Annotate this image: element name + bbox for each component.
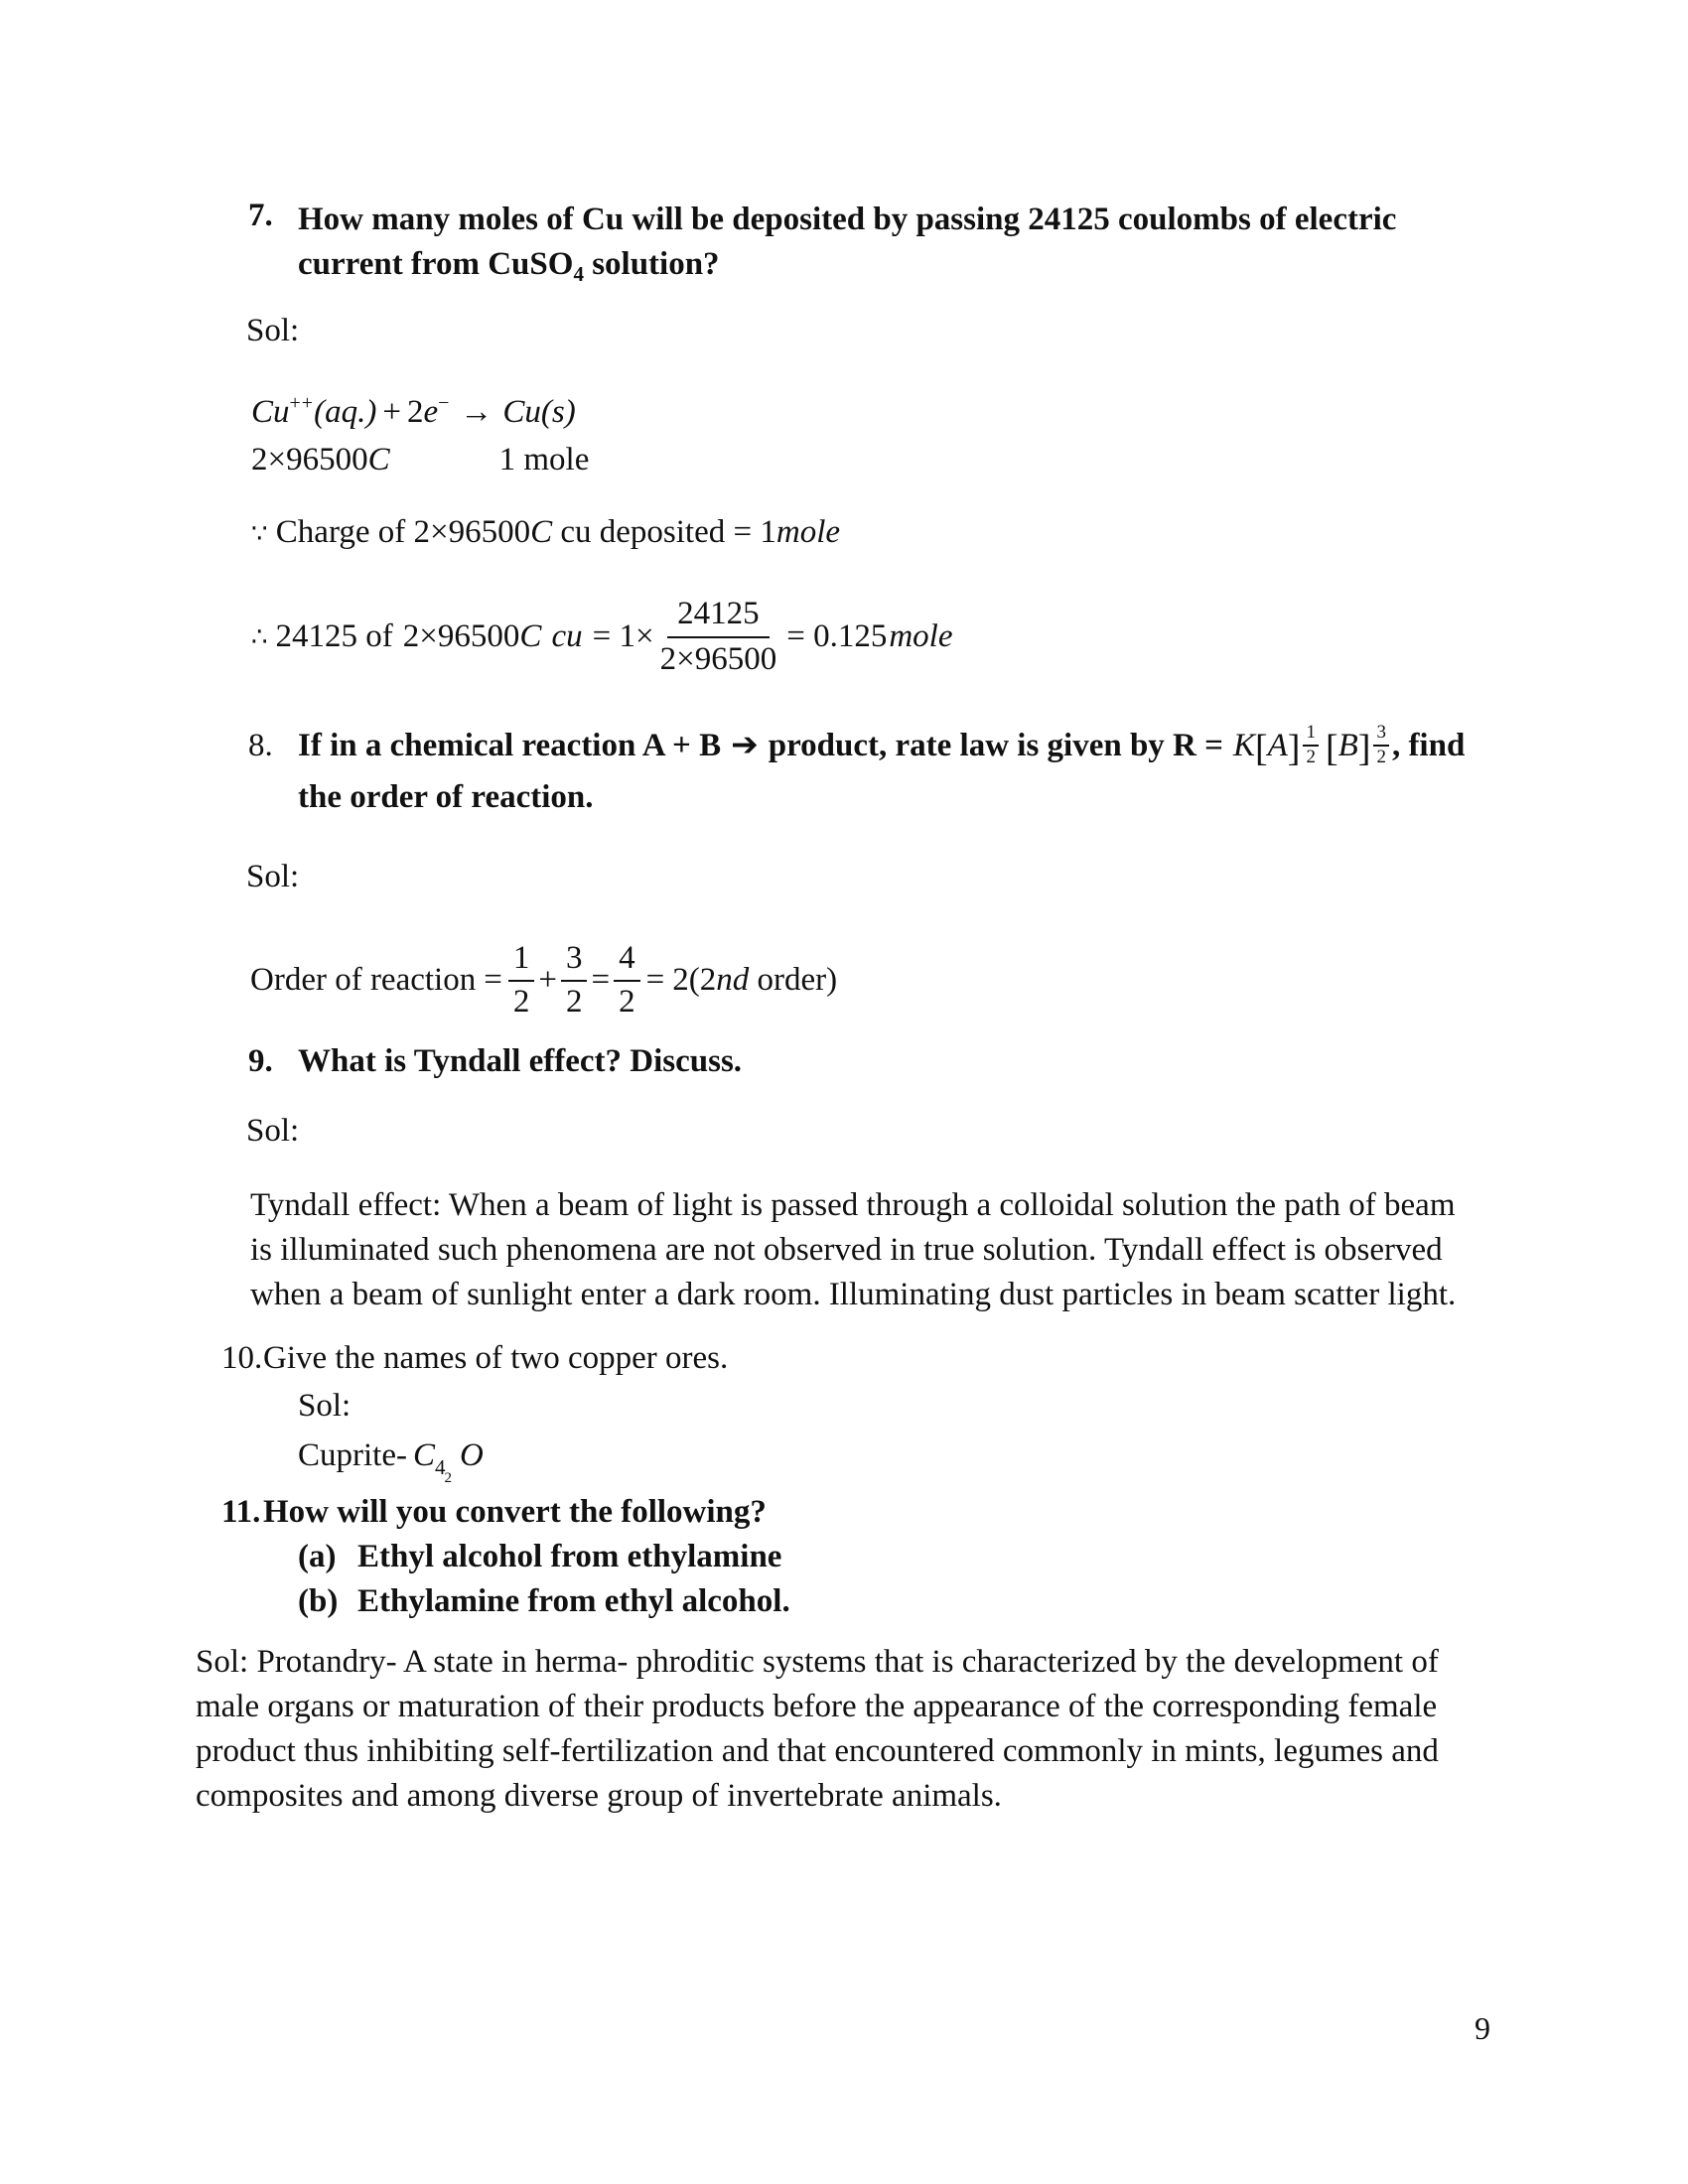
because-symbol: ∵ xyxy=(251,519,268,549)
protandry-answer-paragraph: Sol: Protandry- A state in herma- phroditic systems that is characterized by the development of male organs or maturation of their products before the appearance of the corresponding female product thus inhibiting self-fertilization and that encountered commonly in mints, legumes and composites and among diverse group of invertebrate animals. xyxy=(196,1644,1439,1814)
sol-label-q8: Sol: xyxy=(246,859,300,894)
sol-label-q7: Sol: xyxy=(246,313,300,348)
question-7-line1: How many moles of Cu will be deposited by passing 24125 coulombs of electric xyxy=(298,202,1397,237)
page-number: 9 xyxy=(1475,2010,1490,2046)
question-7 xyxy=(248,198,1396,297)
equation-cu-reduction: Cu++(aq.) + 2e− → Cu(s) xyxy=(251,392,576,430)
question-8: 8. If in a chemical reaction A + B ➔ product, rate law is given by R = K[A] $\frac{1}{2}$ [B] $\frac{3}{2}$ , find xyxy=(248,722,1466,769)
cuso4-subscript: 4 xyxy=(573,262,584,286)
sol-label-q9: Sol: xyxy=(246,1113,300,1149)
equation-order-of-reaction: Order of reaction = $\frac{1}{2}$ + $\frac{3}{2}$ = $\frac{4}{2}$ = 2(2nd order) xyxy=(250,940,838,1020)
formula-subscript-4: 4 xyxy=(435,1455,446,1479)
formula-subscript-2: 2 xyxy=(444,1470,452,1486)
therefore-symbol: ∴ xyxy=(251,621,268,652)
fraction-1-2: $\frac{1}{2}$ xyxy=(508,940,535,1022)
question-10-text: Give the names of two copper ores. xyxy=(263,1340,729,1376)
question-7-text xyxy=(298,198,1396,297)
tyndall-answer-paragraph: Tyndall effect: When a beam of light is passed through a colloidal solution the path of beam is illuminated such phenomena are not observed in true solution. Tyndall effect is observed when a beam of sunlight enter a dark room. Illuminating dust particles in beam scatter light. xyxy=(250,1187,1457,1312)
question-8-line2: the order of reaction. xyxy=(298,779,594,815)
question-11 xyxy=(221,1494,767,1531)
reaction-arrow: → xyxy=(460,394,493,430)
item-a-label: (a) xyxy=(298,1539,337,1574)
electron-superscript: − xyxy=(438,392,451,414)
question-11-item-a xyxy=(298,1539,781,1575)
question-10-number: 10. xyxy=(221,1340,263,1376)
question-9-number: 9. xyxy=(248,1043,273,1079)
fraction-3-2: $\frac{3}{2}$ xyxy=(561,940,588,1022)
question-10 xyxy=(221,1340,728,1377)
question-11-number: 11. xyxy=(221,1494,261,1530)
question-7-number: 7. xyxy=(248,198,273,233)
question-9-text: What is Tyndall effect? Discuss. xyxy=(298,1043,743,1079)
sol-label-q10: Sol: xyxy=(298,1388,352,1424)
equation-therefore-result: ∴ 24125 of 2×96500C cu = 1× $\frac{24125}{2\times 96500}$ = 0.125 mole xyxy=(251,596,953,677)
equation-because-charge: ∵ Charge of 2×96500C cu deposited = 1mole xyxy=(251,514,841,550)
question-9 xyxy=(248,1043,742,1080)
fraction-24125-over-2x96500: $\frac{24125}{2\times 96500}$ xyxy=(659,596,777,677)
question-11-text: How will you convert the following? xyxy=(263,1494,767,1530)
fraction-4-2: $\frac{4}{2}$ xyxy=(614,940,640,1022)
one-mole-label: 1 mole xyxy=(498,442,590,478)
item-a-text: Ethyl alcohol from ethylamine xyxy=(357,1539,782,1574)
item-b-label: (b) xyxy=(298,1583,339,1619)
exponent-three-halves: $\frac{3}{2}$ xyxy=(1373,723,1389,768)
item-b-text: Ethylamine from ethyl alcohol. xyxy=(357,1583,790,1619)
bold-arrow: ➔ xyxy=(731,725,759,763)
question-11-item-b xyxy=(298,1583,790,1620)
question-7-line2: current from CuSO$_4$ solution? xyxy=(298,246,720,286)
exponent-one-half: $\frac{1}{2}$ xyxy=(1303,723,1319,768)
order-result: 2(2nd order) xyxy=(672,962,838,999)
cuprite-formula: Cuprite- $C_{42}O$ xyxy=(298,1437,484,1486)
question-8-number: 8. xyxy=(248,728,273,763)
charge-superscript: ++ xyxy=(289,392,315,414)
equation-charge-mole: 2×96500C 1 mole xyxy=(251,442,590,478)
